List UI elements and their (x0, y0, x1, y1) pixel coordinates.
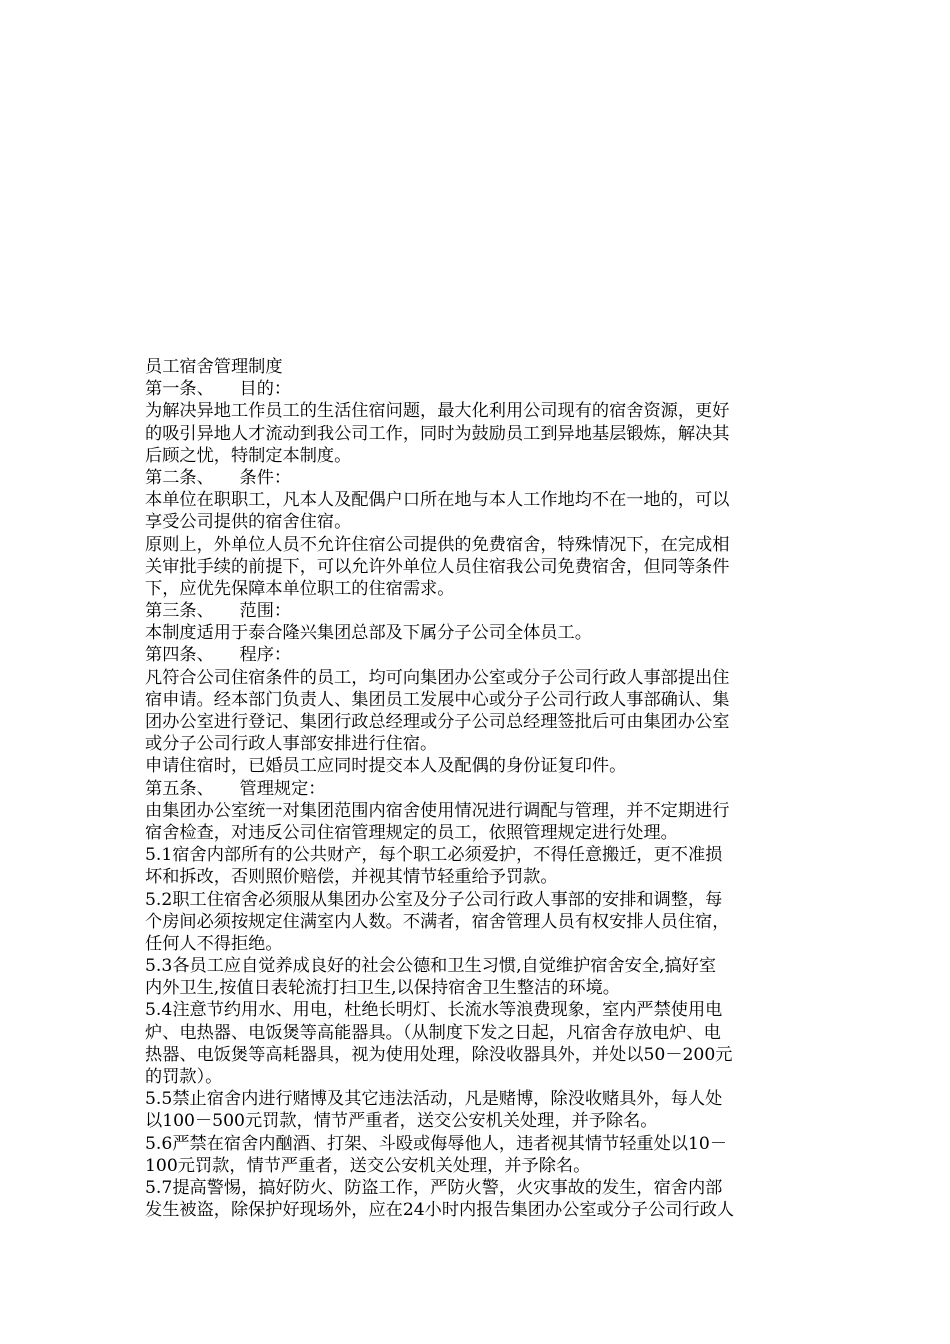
article-4-heading: 第四条、 程序： (145, 645, 292, 666)
clause-5-6: 5.6严禁在宿舍内酗酒、打架、斗殴或侮辱他人，违者视其情节轻重处以10－ (145, 1133, 728, 1154)
text-line: 任何人不得拒绝。 (145, 933, 283, 954)
text-line: 个房间必须按规定住满室内人数。不满者，宿舍管理人员有权安排人员住宿， (145, 911, 730, 932)
text-line: 炉、电热器、电饭煲等高能器具。（从制度下发之日起，凡宿舍存放电炉、电 (145, 1022, 721, 1043)
text-line: 热器、电饭煲等高耗器具，视为使用处理，除没收器具外，并处以50－200元 (145, 1044, 733, 1065)
text-line: 本单位在职职工，凡本人及配偶户口所在地与本人工作地均不在一地的，可以 (145, 490, 730, 511)
document-body (145, 356, 805, 1221)
clause-5-3: 5.3各员工应自觉养成良好的社会公德和卫生习惯,自觉维护宿舍安全,搞好室 (145, 956, 717, 977)
article-3-heading: 第三条、 范围： (145, 601, 292, 622)
text-line: 的吸引异地人才流动到我公司工作，同时为鼓励员工到异地基层锻炼，解决其 (145, 423, 730, 444)
text-line: 申请住宿时，已婚员工应同时提交本人及配偶的身份证复印件。 (145, 756, 627, 777)
clause-5-1: 5.1宿舍内部所有的公共财产，每个职工必须爱护，不得任意搬迁，更不准损 (145, 845, 723, 866)
document-title: 员工宿舍管理制度 (145, 357, 283, 377)
text-line: 宿申请。经本部门负责人、集团员工发展中心或分子公司行政人事部确认、集 (145, 689, 730, 710)
text-line: 内外卫生,按值日表轮流打扫卫生,以保持宿舍卫生整洁的环境。 (145, 978, 620, 999)
text-line: 以100－500元罚款，情节严重者，送交公安机关处理，并予除名。 (145, 1111, 658, 1132)
clause-5-4: 5.4注意节约用水、用电，杜绝长明灯、长流水等浪费现象，室内严禁使用电 (145, 1000, 723, 1021)
text-line: 享受公司提供的宿舍住宿。 (145, 512, 352, 533)
text-line: 团办公室进行登记、集团行政总经理或分子公司总经理签批后可由集团办公室 (145, 712, 730, 732)
text-line: 的罚款）。 (145, 1067, 223, 1087)
text-line: 原则上，外单位人员不允许住宿公司提供的免费宿舍，特殊情况下，在完成相 (145, 534, 730, 555)
article-5-heading: 第五条、 管理规定： (145, 778, 326, 799)
article-2-heading: 第二条、 条件： (145, 467, 292, 488)
text-line: 宿舍检查，对违反公司住宿管理规定的员工，依照管理规定进行处理。 (145, 822, 678, 843)
text-line: 或分子公司行政人事部安排进行住宿。 (145, 734, 438, 755)
text-line: 100元罚款，情节严重者，送交公安机关处理，并予除名。 (145, 1155, 591, 1176)
text-line: 本制度适用于泰合隆兴集团总部及下属分子公司全体员工。 (145, 623, 592, 644)
text-line: 由集团办公室统一对集团范围内宿舍使用情况进行调配与管理，并不定期进行 (145, 800, 730, 821)
text-line: 后顾之忧，特制定本制度。 (145, 445, 352, 466)
text-line: 关审批手续的前提下，可以允许外单位人员住宿我公司免费宿舍，但同等条件 (145, 556, 730, 577)
clause-5-7: 5.7提高警惕，搞好防火、防盗工作，严防火警，火灾事故的发生，宿舍内部 (145, 1177, 723, 1198)
text-line: 凡符合公司住宿条件的员工，均可向集团办公室或分子公司行政人事部提出住 (145, 667, 730, 688)
clause-5-2: 5.2职工住宿舍必须服从集团办公室及分子公司行政人事部的安排和调整，每 (145, 889, 723, 910)
text-line: 发生被盗，除保护好现场外，应在24小时内报告集团办公室或分子公司行政人 (145, 1200, 735, 1221)
clause-5-5: 5.5禁止宿舍内进行赌博及其它违法活动，凡是赌博，除没收赌具外，每人处 (145, 1089, 723, 1110)
text-line: 下，应优先保障本单位职工的住宿需求。 (145, 578, 455, 599)
text-line: 坏和拆改，否则照价赔偿，并视其情节轻重给予罚款。 (145, 867, 558, 888)
text-line: 为解决异地工作员工的生活住宿问题，最大化利用公司现有的宿舍资源，更好 (145, 401, 730, 422)
article-1-heading: 第一条、 目的： (145, 379, 292, 400)
